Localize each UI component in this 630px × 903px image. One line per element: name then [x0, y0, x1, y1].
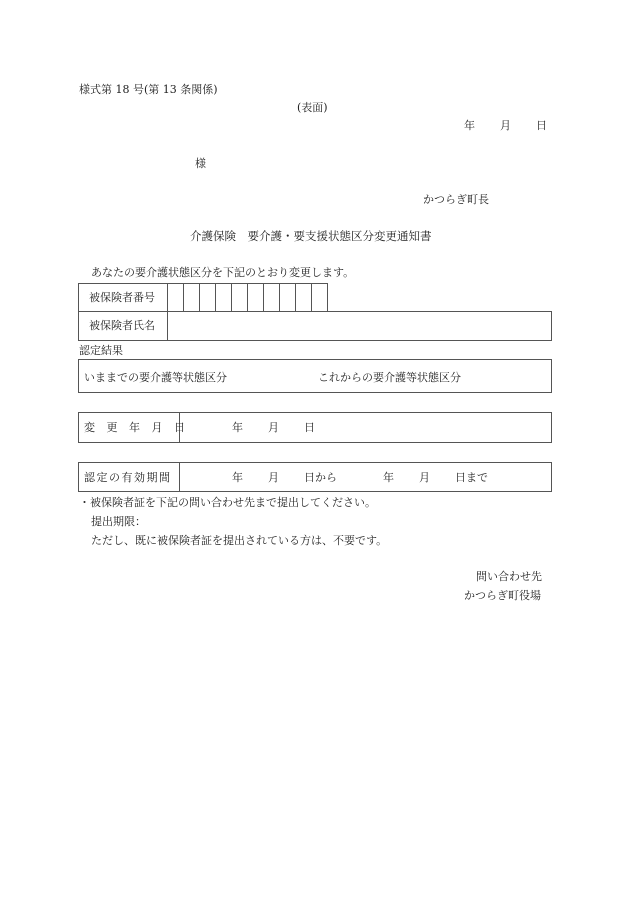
contact-label: 問い合わせ先 [476, 570, 542, 583]
number-box-divider [183, 283, 184, 312]
note-deadline: 提出期限： [91, 515, 146, 528]
insured-number-label: 被保険者番号 [89, 291, 155, 304]
validity-to-year: 年 [383, 471, 394, 484]
validity-to-month: 月 [419, 471, 430, 484]
form-number: 様式第 18 号(第 13 条関係) [79, 83, 218, 96]
note-submit-card: ・被保険者証を下記の問い合わせ先まで提出してください。 [79, 496, 376, 509]
note-exception: ただし、既に被保険者証を提出されている方は、不要です。 [91, 534, 388, 547]
recipient-suffix: 様 [195, 157, 206, 170]
validity-period-label: 認定の有効期間 [84, 471, 172, 484]
date-month-label: 月 [500, 119, 511, 132]
date-day-label: 日 [536, 119, 547, 132]
change-date-year: 年 [232, 421, 243, 434]
certification-heading: 認定結果 [79, 344, 123, 357]
contact-office: かつらぎ町役場 [464, 589, 541, 602]
document-title: 介護保険 要介護・要支援状態区分変更通知書 [190, 229, 432, 243]
validity-to-day: 日まで [455, 471, 488, 484]
validity-from-month: 月 [268, 471, 279, 484]
change-date-month: 月 [268, 421, 279, 434]
side-label: (表面) [297, 101, 328, 114]
next-care-level-label: これからの要介護等状態区分 [318, 371, 461, 384]
date-year-label: 年 [464, 119, 475, 132]
change-date-day: 日 [304, 421, 315, 434]
change-date-label: 変 更 年 月 日 [84, 421, 189, 434]
insured-name-label: 被保険者氏名 [89, 319, 155, 332]
issuer-name: かつらぎ町長 [423, 193, 489, 206]
validity-from-day: 日から [304, 471, 337, 484]
validity-from-year: 年 [232, 471, 243, 484]
intro-text: あなたの要介護状態区分を下記のとおり変更します。 [91, 266, 355, 279]
previous-care-level-label: いままでの要介護等状態区分 [84, 371, 227, 384]
